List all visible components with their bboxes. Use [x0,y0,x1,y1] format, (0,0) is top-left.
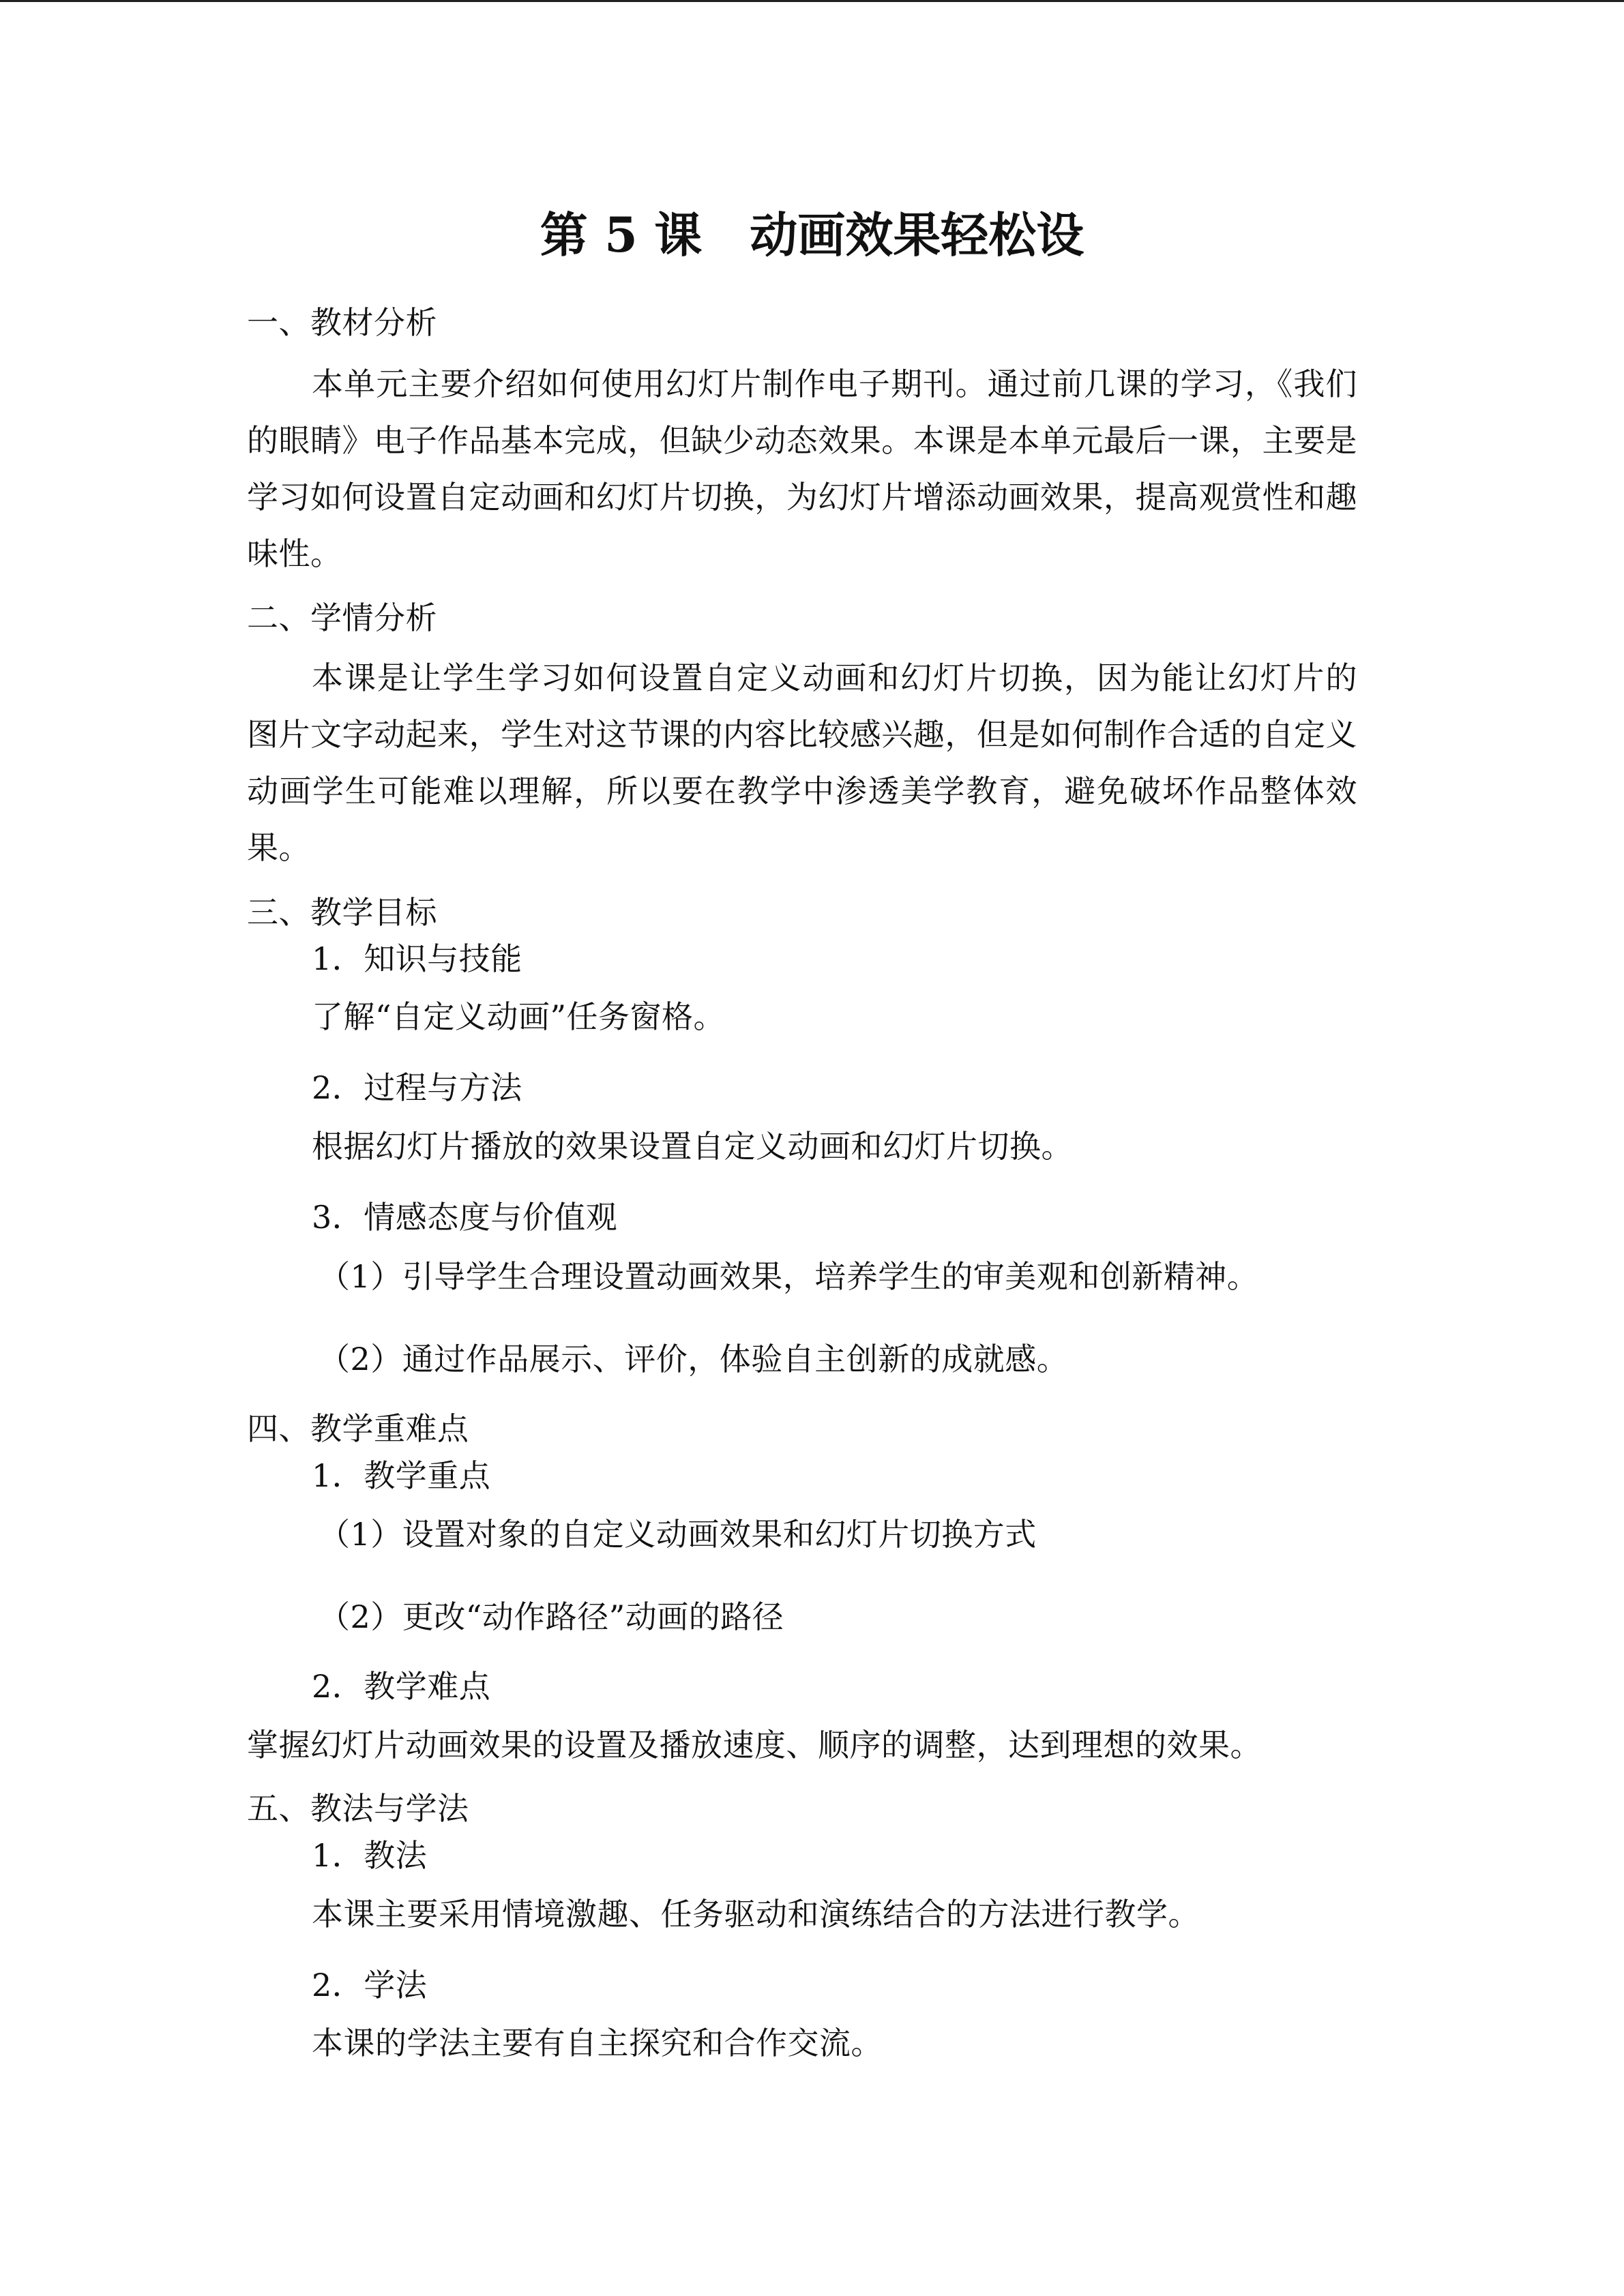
attitude-values-item-2: （2）通过作品展示、评价，体验自主创新的成就感。 [319,1341,1069,1377]
section-heading-1: 一、教材分析 [247,304,437,341]
section-heading-3: 三、教学目标 [247,894,437,931]
process-method-text: 根据幻灯片播放的效果设置自定义动画和幻灯片切换。 [312,1128,1073,1165]
subheading-knowledge-skills: 1．知识与技能 [312,940,522,977]
section-heading-5: 五、教法与学法 [247,1790,469,1827]
learning-method-text: 本课的学法主要有自主探究和合作交流。 [312,2025,883,2061]
section-2-paragraph: 本课是让学生学习如何设置自定义动画和幻灯片切换，因为能让幻灯片的图片文字动起来，学生对这节课的内容比较感兴趣，但是如何制作合适的自定义动画学生可能难以理解，所以要在教学中渗透美学教育，避免破坏作品整体效果。 [247,659,1357,866]
section-heading-4: 四、教学重难点 [247,1410,469,1447]
section-heading-2: 二、学情分析 [247,599,437,636]
teaching-focus-item-1: （1）设置对象的自定义动画效果和幻灯片切换方式 [319,1516,1037,1553]
teaching-focus-item-2: （2）更改“动作路径”动画的路径 [319,1598,784,1635]
subheading-teaching-difficulty: 2．教学难点 [312,1668,491,1705]
teaching-difficulty-text: 掌握幻灯片动画效果的设置及播放速度、顺序的调整，达到理想的效果。 [247,1727,1262,1763]
subheading-learning-method: 2．学法 [312,1967,428,2003]
attitude-values-item-1: （1）引导学生合理设置动画效果，培养学生的审美观和创新精神。 [319,1258,1259,1295]
subheading-teaching-focus: 1．教学重点 [312,1457,491,1494]
subheading-attitude-values: 3．情感态度与价值观 [312,1199,618,1236]
subheading-process-method: 2．过程与方法 [312,1069,522,1106]
document-title: 第 5 课 动画效果轻松设 [540,207,1084,263]
section-1-paragraph: 本单元主要介绍如何使用幻灯片制作电子期刊。通过前几课的学习，《我们的眼睛》电子作品基本完成，但缺少动态效果。本课是本单元最后一课，主要是学习如何设置自定动画和幻灯片切换，为幻灯片增添动画效果，提高观赏性和趣味性。 [247,366,1357,572]
teaching-method-text: 本课主要采用情境激趣、任务驱动和演练结合的方法进行教学。 [312,1896,1200,1933]
knowledge-skills-text: 了解“自定义动画”任务窗格。 [312,998,726,1035]
subheading-teaching-method: 1．教法 [312,1837,428,1874]
top-border-line [0,0,1624,2]
